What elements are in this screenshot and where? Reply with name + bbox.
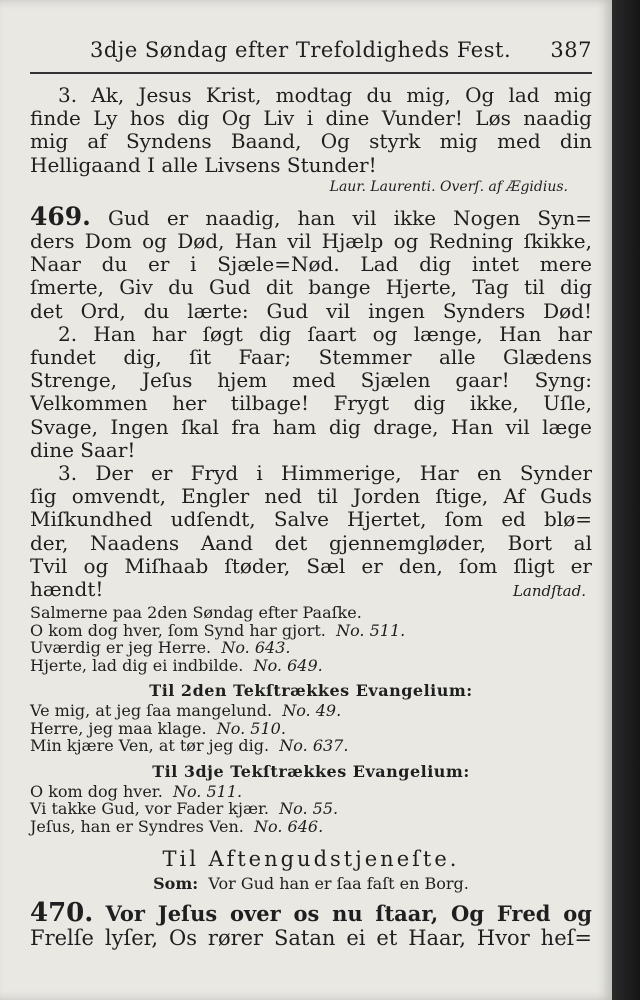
ref-title: Herre, jeg maa klage. bbox=[30, 718, 207, 738]
first-line-text: Gud er naadig, han vil ikke Nogen Syn= bbox=[108, 205, 592, 230]
section-heading: Til Aftengudstjeneſte. bbox=[162, 847, 460, 872]
verse-line: ſmerte, Giv du Gud dit bange Hjerte, Tag til dig bbox=[30, 276, 592, 300]
verse-line: Naar du er i Sjæle=Nød. Lad dig intet mere bbox=[30, 253, 592, 277]
series-2-references bbox=[30, 680, 592, 755]
melody-label: Som: bbox=[153, 874, 199, 894]
psalm-references bbox=[30, 604, 592, 674]
verse-line: Tvil og Miſhaab ſtøder, Sæl er den, ſom ſligt er bbox=[30, 554, 592, 578]
melody-line bbox=[30, 873, 592, 895]
list-item bbox=[30, 702, 592, 720]
verse-line: fundet dig, ſit Faar; Stemmer alle Glædens bbox=[30, 346, 592, 370]
verse-line: 3. Ak, Jesus Krist, modtag du mig, Og lad mig bbox=[58, 84, 592, 107]
list-item bbox=[30, 657, 592, 675]
header-rule bbox=[30, 72, 592, 74]
ref-number: No. 637. bbox=[279, 736, 349, 756]
hymn-469 bbox=[30, 205, 592, 601]
melody-title: Vor Gud han er ſaa faſt en Borg. bbox=[208, 874, 469, 894]
list-item bbox=[30, 783, 592, 801]
ref-title: Ve mig, at jeg ſaa mangelund. bbox=[30, 701, 273, 721]
page-number: 387 bbox=[550, 38, 592, 62]
hymn-number: 469. bbox=[30, 204, 91, 231]
ref-title: Hjerte, lad dig ei indbilde. bbox=[30, 655, 244, 675]
ref-title: O kom dog hver, ſom Synd har gjort. bbox=[30, 620, 326, 640]
verse-line: Miſkundhed udſendt, Salve Hjertet, ſom ed blø= bbox=[30, 508, 592, 532]
verse-line: dine Saar! bbox=[30, 438, 136, 462]
hymn-first-line bbox=[30, 898, 592, 929]
hymn-attribution: Landſtad. bbox=[512, 582, 586, 601]
verse-line: Velkommen her tilbage! Frygt dig ikke, Uſle, bbox=[30, 392, 592, 416]
ref-number: No. 511. bbox=[336, 620, 406, 640]
ref-title: O kom dog hver. bbox=[30, 781, 163, 801]
final-line bbox=[30, 578, 592, 601]
ref-number: No. 49. bbox=[282, 701, 342, 721]
ref-title: Uværdig er jeg Herre. bbox=[30, 638, 212, 658]
hymn-468-verse-3 bbox=[30, 84, 592, 197]
first-line-text: Vor Jeſus over os nu ſtaar, Og Fred og bbox=[105, 901, 592, 927]
ref-number: No. 643. bbox=[221, 638, 291, 658]
hymn-first-line bbox=[30, 205, 592, 230]
verse-line: 3. Der er Fryd i Himmerige, Har en Synder bbox=[58, 462, 592, 486]
section-subheading: Til 2den Tekſtrækkes Evangelium: bbox=[149, 681, 473, 701]
header-title: 3dje Søndag efter Trefoldigheds Fest. bbox=[90, 38, 512, 62]
final-line-text: hændt! bbox=[30, 578, 104, 602]
ref-number: No. 649. bbox=[253, 655, 323, 675]
verse-line: ſig omvendt, Engler ned til Jorden ſtige, Af Guds bbox=[30, 485, 592, 509]
list-item bbox=[30, 622, 592, 640]
verse-line: det Ord, du lærte: Gud vil ingen Synders Død! bbox=[30, 299, 592, 323]
list-item bbox=[30, 737, 592, 755]
verse-line: mig af Syndens Baand, Og styrk mig med din bbox=[30, 130, 592, 154]
verse-line: Strenge, Jeſus hjem med Sjælen gaar! Syng: bbox=[30, 369, 592, 393]
ref-number: No. 511. bbox=[172, 781, 243, 801]
verse-line: finde Ly hos dig Og Liv i dine Vunder! Løs naadig bbox=[30, 107, 592, 131]
ref-number: No. 55. bbox=[279, 799, 339, 819]
list-item bbox=[30, 818, 592, 836]
evening-service bbox=[30, 845, 592, 895]
list-item bbox=[30, 800, 592, 818]
page-content bbox=[30, 84, 592, 950]
verse-line: Svage, Ingen ſkal fra ham dig drage, Han vil læge bbox=[30, 415, 592, 439]
ref-title: Jeſus, han er Syndres Ven. bbox=[30, 816, 244, 836]
ref-title: Min kjære Ven, at tør jeg dig. bbox=[30, 736, 270, 756]
verse-line: der, Naadens Aand det gjennemgløder, Bort al bbox=[30, 531, 592, 555]
hymn-number: 470. bbox=[30, 898, 94, 929]
page-edge-shadow bbox=[612, 0, 640, 1000]
ref-number: No. 510. bbox=[216, 718, 286, 738]
verse-line: ders Dom og Død, Han vil Hjælp og Redning ſkikke, bbox=[30, 230, 592, 254]
series-3-references bbox=[30, 761, 592, 836]
verse-line: Helligaand I alle Livsens Stunder! bbox=[30, 153, 377, 177]
verse-line: Frelſe lyſer, Os rører Satan ei et Haar, Hvor heſ= bbox=[30, 926, 592, 951]
ref-title: Vi takke Gud, vor Fader kjær. bbox=[30, 799, 269, 819]
hymn-attribution: Laur. Laurenti. Overſ. af Ægidius. bbox=[329, 178, 568, 195]
section-subheading: Til 3dje Tekſtrækkes Evangelium: bbox=[152, 761, 470, 781]
references-heading: Salmerne paa 2den Søndag efter Paaſke. bbox=[30, 603, 362, 623]
verse-line: 2. Han har ſøgt dig ſaart og længe, Han har bbox=[58, 322, 592, 346]
ref-number: No. 646. bbox=[254, 816, 324, 836]
running-header bbox=[90, 38, 592, 62]
hymn-470 bbox=[30, 898, 592, 951]
list-item bbox=[30, 639, 592, 657]
list-item bbox=[30, 720, 592, 738]
